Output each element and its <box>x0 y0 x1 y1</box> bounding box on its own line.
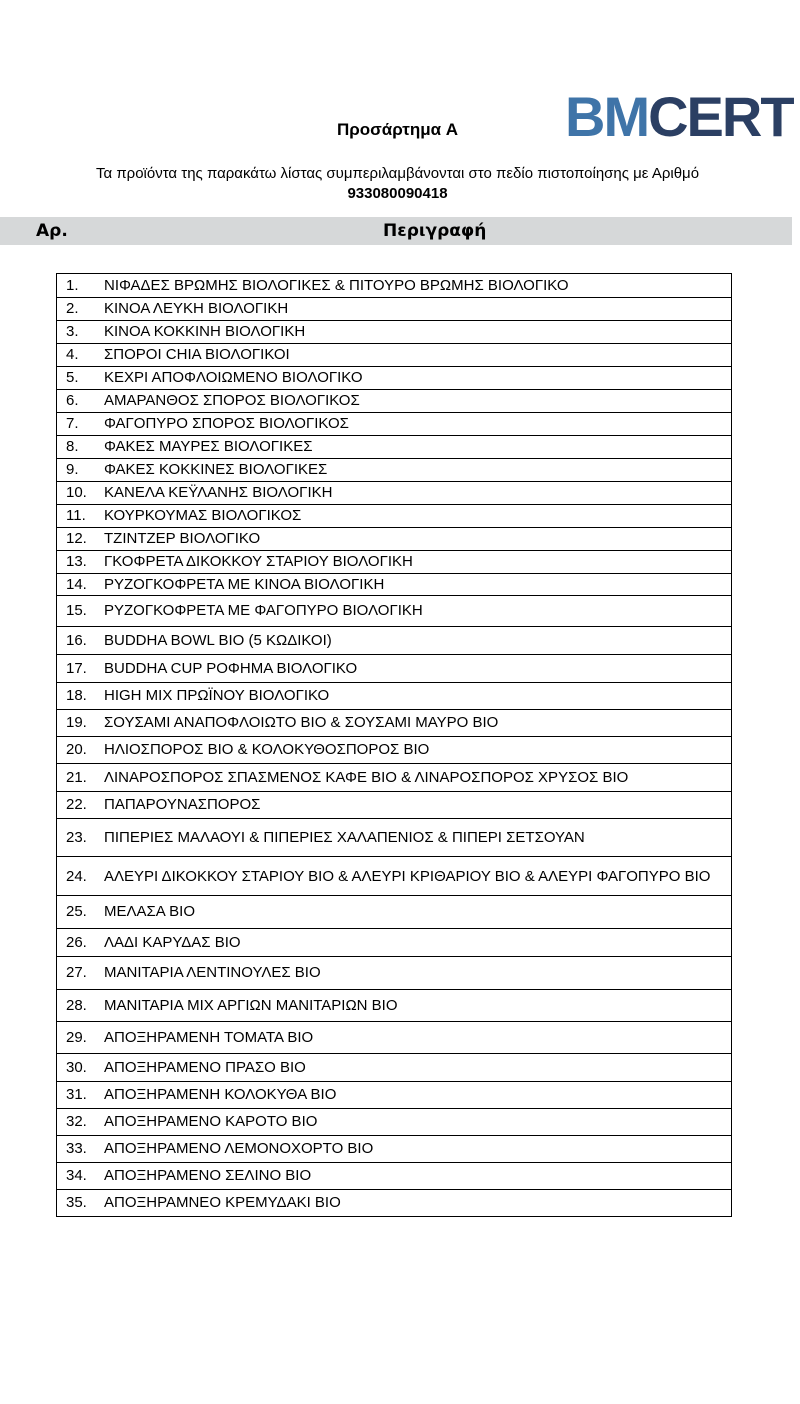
item-number: 34. <box>66 1167 87 1184</box>
list-item <box>57 1189 731 1216</box>
list-item <box>57 1162 731 1189</box>
list-item <box>57 736 731 763</box>
item-description: ΦΑΚΕΣ ΜΑΥΡΕΣ ΒΙΟΛΟΓΙΚΕΣ <box>104 438 313 455</box>
item-description: ΑΠΟΞΗΡΑΜΕΝΟ ΛΕΜΟΝΟΧΟΡΤΟ ΒΙΟ <box>104 1140 374 1157</box>
item-number: 27. <box>66 964 87 981</box>
item-number: 9. <box>66 461 79 478</box>
list-item <box>57 818 731 856</box>
list-item <box>57 895 731 928</box>
item-number: 17. <box>66 659 87 677</box>
item-description: ΡΥΖΟΓΚΟΦΡΕΤΑ ΜΕ ΚΙΝΟΑ ΒΙΟΛΟΓΙΚΗ <box>104 575 385 593</box>
list-item <box>57 274 731 297</box>
list-item <box>57 595 731 626</box>
table-header-bar <box>0 217 792 245</box>
item-number: 11. <box>66 507 86 524</box>
item-number: 8. <box>66 438 79 455</box>
item-number: 33. <box>66 1140 87 1157</box>
item-number: 30. <box>66 1058 87 1076</box>
item-description: ΦΑΓΟΠΥΡΟ ΣΠΟΡΟΣ ΒΙΟΛΟΓΙΚΟΣ <box>104 415 349 432</box>
item-number: 28. <box>66 996 87 1014</box>
item-number: 2. <box>66 300 79 317</box>
item-description: ΡΥΖΟΓΚΟΦΡΕΤΑ ΜΕ ΦΑΓΟΠΥΡΟ ΒΙΟΛΟΓΙΚΗ <box>104 602 423 619</box>
list-item <box>57 1135 731 1162</box>
list-item <box>57 1021 731 1053</box>
header-number-label: Αρ. <box>36 221 68 241</box>
item-description: ΑΠΟΞΗΡΑΜΕΝΗ ΚΟΛΟΚΥΘΑ ΒΙΟ <box>104 1086 337 1103</box>
item-description: ΑΠΟΞΗΡΑΜΝΕΟ ΚΡΕΜΥΔΑΚΙ ΒΙΟ <box>104 1194 341 1211</box>
item-description: ΚΙΝΟΑ ΚΟΚΚΙΝΗ ΒΙΟΛΟΓΙΚΗ <box>104 323 306 340</box>
product-list <box>56 273 732 1217</box>
logo-part-cert: CERT <box>648 85 793 148</box>
list-item <box>57 550 731 573</box>
list-item <box>57 654 731 682</box>
list-item <box>57 989 731 1021</box>
item-number: 15. <box>66 602 87 619</box>
item-number: 26. <box>66 933 87 951</box>
list-item <box>57 527 731 550</box>
list-item <box>57 343 731 366</box>
item-description: ΠΑΠΑΡΟΥΝΑΣΠΟΡΟΣ <box>104 796 261 813</box>
item-description: ΣΠΟΡΟΙ CHIA ΒΙΟΛΟΓΙΚΟΙ <box>104 346 290 363</box>
item-number: 19. <box>66 714 87 731</box>
item-number: 23. <box>66 829 87 846</box>
list-item <box>57 791 731 818</box>
item-number: 4. <box>66 346 79 363</box>
list-item <box>57 412 731 435</box>
item-number: 3. <box>66 323 79 340</box>
list-item <box>57 709 731 736</box>
item-description: ΑΠΟΞΗΡΑΜΕΝΟ ΚΑΡΟΤΟ ΒΙΟ <box>104 1113 318 1130</box>
certificate-number: 933080090418 <box>347 185 448 202</box>
item-number: 32. <box>66 1113 87 1130</box>
item-number: 35. <box>66 1194 87 1211</box>
item-number: 25. <box>66 903 87 920</box>
item-number: 16. <box>66 631 87 649</box>
item-description: ΜΑΝΙΤΑΡΙΑ ΛΕΝΤΙΝΟΥΛΕΣ ΒΙΟ <box>104 964 321 981</box>
item-number: 12. <box>66 530 87 547</box>
list-item <box>57 928 731 956</box>
list-item <box>57 1081 731 1108</box>
item-description: ΑΜΑΡΑΝΘΟΣ ΣΠΟΡΟΣ ΒΙΟΛΟΓΙΚΟΣ <box>104 392 360 409</box>
item-description: ΦΑΚΕΣ ΚΟΚΚΙΝΕΣ ΒΙΟΛΟΓΙΚΕΣ <box>104 461 328 478</box>
list-item <box>57 682 731 709</box>
item-description: ΚΟΥΡΚΟΥΜΑΣ ΒΙΟΛΟΓΙΚΟΣ <box>104 507 302 524</box>
item-number: 7. <box>66 415 79 432</box>
item-number: 6. <box>66 392 79 409</box>
item-description: ΜΕΛΑΣΑ ΒΙΟ <box>104 903 195 920</box>
list-item <box>57 320 731 343</box>
list-item <box>57 435 731 458</box>
list-item <box>57 763 731 791</box>
list-item <box>57 458 731 481</box>
item-number: 22. <box>66 796 87 813</box>
item-description: ΝΙΦΑΔΕΣ ΒΡΩΜΗΣ ΒΙΟΛΟΓΙΚΕΣ & ΠΙΤΟΥΡΟ ΒΡΩΜΗΣ ΒΙΟΛΟΓΙΚΟ <box>104 276 569 294</box>
list-item <box>57 626 731 654</box>
item-number: 20. <box>66 741 87 758</box>
list-item <box>57 389 731 412</box>
list-item <box>57 1108 731 1135</box>
item-description: ΑΠΟΞΗΡΑΜΕΝΗ ΤΟΜΑΤΑ ΒΙΟ <box>104 1028 314 1046</box>
item-description: ΓΚΟΦΡΕΤΑ ΔΙΚΟΚΚΟΥ ΣΤΑΡΙΟΥ ΒΙΟΛΟΓΙΚΗ <box>104 553 413 570</box>
item-description: ΚΑΝΕΛΑ ΚΕΫΛΑΝΗΣ ΒΙΟΛΟΓΙΚΗ <box>104 484 333 501</box>
item-description: ΜΑΝΙΤΑΡΙΑ ΜΙΧ ΑΡΓΙΩΝ ΜΑΝΙΤΑΡΙΩΝ ΒΙΟ <box>104 996 398 1014</box>
logo-part-bm: BM <box>565 85 649 148</box>
item-description: HIGH MIX ΠΡΩΪΝΟΥ ΒΙΟΛΟΓΙΚΟ <box>104 687 330 704</box>
item-number: 5. <box>66 369 79 386</box>
list-item <box>57 297 731 320</box>
item-number: 1. <box>66 276 79 294</box>
item-description: ΤΖΙΝΤΖΕΡ ΒΙΟΛΟΓΙΚΟ <box>104 530 261 547</box>
list-item <box>57 366 731 389</box>
item-number: 18. <box>66 687 87 704</box>
item-number: 14. <box>66 575 87 593</box>
item-description: ΗΛΙΟΣΠΟΡΟΣ ΒΙΟ & ΚΟΛΟΚΥΘΟΣΠΟΡΟΣ ΒΙΟ <box>104 741 430 758</box>
intro-text: Τα προϊόντα της παρακάτω λίστας συμπεριλαμβάνονται στο πεδίο πιστοποίησης με Αριθμό <box>95 165 700 182</box>
item-description: ΚΕΧΡΙ ΑΠΟΦΛΟΙΩΜΕΝΟ ΒΙΟΛΟΓΙΚΟ <box>104 369 363 386</box>
list-item <box>57 573 731 595</box>
header-description-label: Περιγραφή <box>383 221 487 241</box>
item-description: ΑΛΕΥΡΙ ΔΙΚΟΚΚΟΥ ΣΤΑΡΙΟΥ ΒΙΟ & ΑΛΕΥΡΙ ΚΡΙΘΑΡΙΟΥ ΒΙΟ & ΑΛΕΥΡΙ ΦΑΓΟΠΥΡΟ ΒΙΟ <box>104 867 711 885</box>
item-number: 29. <box>66 1028 87 1046</box>
page-title: Προσάρτημα A <box>336 120 459 139</box>
list-item <box>57 1053 731 1081</box>
item-description: ΚΙΝΟΑ ΛΕΥΚΗ ΒΙΟΛΟΓΙΚΗ <box>104 300 289 317</box>
item-description: ΛΙΝΑΡΟΣΠΟΡΟΣ ΣΠΑΣΜΕΝΟΣ ΚΑΦΕ ΒΙΟ & ΛΙΝΑΡΟΣΠΟΡΟΣ ΧΡΥΣΟΣ ΒΙΟ <box>104 768 629 786</box>
item-description: ΛΑΔΙ ΚΑΡΥΔΑΣ ΒΙΟ <box>104 933 241 951</box>
list-item <box>57 504 731 527</box>
item-description: ΠΙΠΕΡΙΕΣ ΜΑΛΑΟΥΙ & ΠΙΠΕΡΙΕΣ ΧΑΛΑΠΕΝΙΟΣ & ΠΙΠΕΡΙ ΣΕΤΣΟΥΑΝ <box>104 829 585 846</box>
item-description: BUDDHA BOWL BIO (5 ΚΩΔΙΚΟΙ) <box>104 631 332 649</box>
item-number: 31. <box>66 1086 87 1103</box>
list-item <box>57 956 731 989</box>
item-number: 13. <box>66 553 87 570</box>
item-number: 24. <box>66 867 87 885</box>
list-item <box>57 856 731 895</box>
item-number: 10. <box>66 484 87 501</box>
item-description: ΣΟΥΣΑΜΙ ΑΝΑΠΟΦΛΟΙΩΤΟ ΒΙΟ & ΣΟΥΣΑΜΙ ΜΑΥΡΟ ΒΙΟ <box>104 714 499 731</box>
item-description: ΑΠΟΞΗΡΑΜΕΝΟ ΣΕΛΙΝΟ ΒΙΟ <box>104 1167 312 1184</box>
item-description: ΑΠΟΞΗΡΑΜΕΝΟ ΠΡΑΣΟ ΒΙΟ <box>104 1058 306 1076</box>
item-description: BUDDHA CUP ΡΟΦΗΜΑ ΒΙΟΛΟΓΙΚΟ <box>104 659 358 677</box>
item-number: 21. <box>66 768 87 786</box>
list-item <box>57 481 731 504</box>
